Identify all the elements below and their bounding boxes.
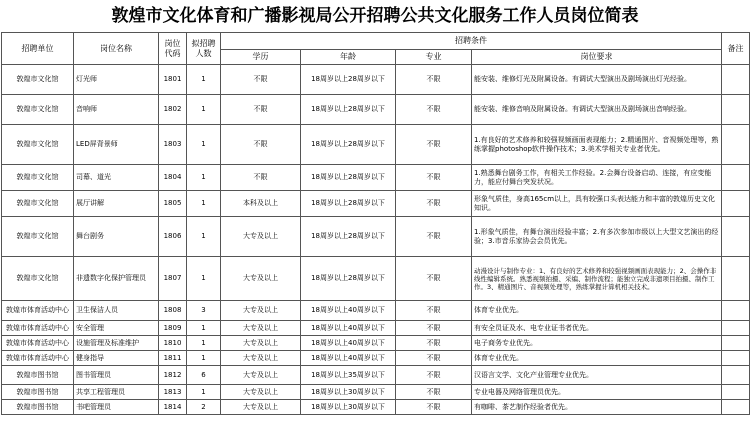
table-cell-position: 健身指导 bbox=[74, 351, 159, 366]
table-cell-note bbox=[722, 217, 750, 257]
table-cell-edu: 本科及以上 bbox=[221, 191, 301, 217]
header-edu: 学历 bbox=[221, 50, 301, 65]
table-cell-code: 1804 bbox=[159, 165, 187, 191]
table-cell-edu: 大专及以上 bbox=[221, 400, 301, 415]
table-cell-edu: 大专及以上 bbox=[221, 257, 301, 301]
table-cell-count: 1 bbox=[187, 217, 221, 257]
table-cell-age: 18周岁以上40周岁以下 bbox=[301, 301, 396, 321]
table-cell-req: 能安装、维修灯光及附属设备。有调试大型演出及剧场演出灯光经验。 bbox=[472, 65, 722, 95]
table-cell-age: 18周岁以上40周岁以下 bbox=[301, 336, 396, 351]
table-cell-position: 卫生保洁人员 bbox=[74, 301, 159, 321]
header-position: 岗位名称 bbox=[74, 33, 159, 65]
table-cell-count: 1 bbox=[187, 385, 221, 400]
table-cell-note bbox=[722, 336, 750, 351]
table-cell-edu: 大专及以上 bbox=[221, 351, 301, 366]
table-cell-code: 1813 bbox=[159, 385, 187, 400]
table-cell-count: 1 bbox=[187, 351, 221, 366]
table-cell-major: 不限 bbox=[396, 257, 472, 301]
table-cell-req: 专业电器及网络管理员优先。 bbox=[472, 385, 722, 400]
table-cell-edu: 不限 bbox=[221, 165, 301, 191]
table-cell-major: 不限 bbox=[396, 366, 472, 385]
table-cell-note bbox=[722, 366, 750, 385]
table-cell-age: 18周岁以上30周岁以下 bbox=[301, 385, 396, 400]
table-cell-age: 18周岁以上35周岁以下 bbox=[301, 366, 396, 385]
table-cell-code: 1801 bbox=[159, 65, 187, 95]
table-cell-position: 舞台剧务 bbox=[74, 217, 159, 257]
table-row bbox=[2, 65, 750, 95]
table-row bbox=[2, 400, 750, 415]
table-cell-major: 不限 bbox=[396, 165, 472, 191]
table-row bbox=[2, 257, 750, 301]
table-row bbox=[2, 191, 750, 217]
table-cell-unit: 敦煌市体育活动中心 bbox=[2, 351, 74, 366]
table-cell-edu: 大专及以上 bbox=[221, 217, 301, 257]
table-cell-major: 不限 bbox=[396, 95, 472, 125]
table-cell-req: 汉语言文学、文化产业管理专业优先。 bbox=[472, 366, 722, 385]
table-cell-edu: 大专及以上 bbox=[221, 301, 301, 321]
table-cell-age: 18周岁以上28周岁以下 bbox=[301, 65, 396, 95]
table-cell-unit: 敦煌市体育活动中心 bbox=[2, 321, 74, 336]
table-cell-count: 2 bbox=[187, 400, 221, 415]
table-cell-count: 6 bbox=[187, 366, 221, 385]
table-cell-position: 设施管理及标准维护 bbox=[74, 336, 159, 351]
table-cell-unit: 敦煌市文化馆 bbox=[2, 191, 74, 217]
table-cell-code: 1812 bbox=[159, 366, 187, 385]
table-cell-age: 18周岁以上28周岁以下 bbox=[301, 125, 396, 165]
header-unit: 招聘单位 bbox=[2, 33, 74, 65]
header-note: 备注 bbox=[722, 33, 750, 65]
table-row bbox=[2, 217, 750, 257]
positions-table bbox=[1, 32, 750, 415]
table-cell-age: 18周岁以上28周岁以下 bbox=[301, 165, 396, 191]
table-cell-edu: 大专及以上 bbox=[221, 366, 301, 385]
table-cell-count: 1 bbox=[187, 65, 221, 95]
table-cell-position: 安全管理 bbox=[74, 321, 159, 336]
table-cell-note bbox=[722, 385, 750, 400]
table-cell-edu: 大专及以上 bbox=[221, 336, 301, 351]
table-cell-position: LED屏背景师 bbox=[74, 125, 159, 165]
table-cell-req: 1.形象气质佳，有舞台演出经验丰富；2.有多次参加市级以上大型文艺演出的经验；3.市音乐家协会会员优先。 bbox=[472, 217, 722, 257]
table-cell-major: 不限 bbox=[396, 125, 472, 165]
table-cell-unit: 敦煌市文化馆 bbox=[2, 95, 74, 125]
table-cell-count: 3 bbox=[187, 301, 221, 321]
table-cell-count: 1 bbox=[187, 321, 221, 336]
table-cell-major: 不限 bbox=[396, 301, 472, 321]
table-row bbox=[2, 165, 750, 191]
table-cell-note bbox=[722, 321, 750, 336]
table-cell-unit: 敦煌市文化馆 bbox=[2, 65, 74, 95]
table-cell-major: 不限 bbox=[396, 336, 472, 351]
table-cell-req: 形象气质佳，身高165cm以上，具有较强口头表达能力和丰富的敦煌历史文化知识。 bbox=[472, 191, 722, 217]
table-cell-major: 不限 bbox=[396, 351, 472, 366]
table-cell-age: 18周岁以上28周岁以下 bbox=[301, 191, 396, 217]
table-cell-major: 不限 bbox=[396, 191, 472, 217]
table-cell-req: 电子商务专业优先。 bbox=[472, 336, 722, 351]
table-row bbox=[2, 366, 750, 385]
table-cell-position: 共享工程管理员 bbox=[74, 385, 159, 400]
table-cell-code: 1806 bbox=[159, 217, 187, 257]
table-cell-unit: 敦煌市图书馆 bbox=[2, 366, 74, 385]
table-cell-unit: 敦煌市体育活动中心 bbox=[2, 336, 74, 351]
table-cell-count: 1 bbox=[187, 191, 221, 217]
table-cell-major: 不限 bbox=[396, 400, 472, 415]
header-code: 岗位代码 bbox=[159, 33, 187, 65]
table-cell-code: 1807 bbox=[159, 257, 187, 301]
table-cell-age: 18周岁以上40周岁以下 bbox=[301, 321, 396, 336]
table-row bbox=[2, 321, 750, 336]
table-row bbox=[2, 125, 750, 165]
table-cell-position: 书吧管理员 bbox=[74, 400, 159, 415]
table-cell-note bbox=[722, 95, 750, 125]
table-cell-major: 不限 bbox=[396, 385, 472, 400]
table-cell-position: 灯光师 bbox=[74, 65, 159, 95]
table-row bbox=[2, 336, 750, 351]
table-cell-count: 1 bbox=[187, 125, 221, 165]
table-cell-note bbox=[722, 65, 750, 95]
table-cell-age: 18周岁以上28周岁以下 bbox=[301, 95, 396, 125]
table-cell-code: 1805 bbox=[159, 191, 187, 217]
table-cell-position: 展厅讲解 bbox=[74, 191, 159, 217]
table-cell-req: 体育专业优先。 bbox=[472, 351, 722, 366]
table-cell-unit: 敦煌市图书馆 bbox=[2, 400, 74, 415]
table-cell-code: 1802 bbox=[159, 95, 187, 125]
table-cell-note bbox=[722, 165, 750, 191]
table-cell-note bbox=[722, 400, 750, 415]
table-cell-note bbox=[722, 301, 750, 321]
table-row bbox=[2, 351, 750, 366]
table-cell-req: 有安全员证及水、电专业证书者优先。 bbox=[472, 321, 722, 336]
table-cell-edu: 不限 bbox=[221, 95, 301, 125]
table-cell-position: 司幕、道光 bbox=[74, 165, 159, 191]
table-cell-major: 不限 bbox=[396, 321, 472, 336]
table-cell-note bbox=[722, 351, 750, 366]
table-cell-code: 1811 bbox=[159, 351, 187, 366]
table-cell-note bbox=[722, 257, 750, 301]
table-cell-count: 1 bbox=[187, 95, 221, 125]
table-cell-req: 动漫设计与制作专业：1、有良好的艺术修养和较强视频画面表现能力；2、会操作非线性编辑系统。熟悉视频拍摄、采编、制作流程；能独立完成非遗项目拍摄、制作工作。3、精通图片、音视频处理等，熟练掌握计算机相关技术。 bbox=[472, 257, 722, 301]
table-cell-req: 能安装、维修音响及附属设备。有调试大型演出及剧场演出音响经验。 bbox=[472, 95, 722, 125]
table-cell-unit: 敦煌市图书馆 bbox=[2, 385, 74, 400]
table-cell-age: 18周岁以上28周岁以下 bbox=[301, 257, 396, 301]
table-cell-major: 不限 bbox=[396, 217, 472, 257]
header-conditions: 招聘条件 bbox=[221, 33, 722, 50]
table-cell-req: 1.有良好的艺术修养和较强视频画面表现能力；2.精通图片、音视频处理等，熟练掌握photoshop软件操作技术；3.美术学相关专业者优先。 bbox=[472, 125, 722, 165]
table-cell-req: 1.熟悉舞台剧务工作，有相关工作经验。2.会舞台设备启动、连接，有应变能力，能应付舞台突发状况。 bbox=[472, 165, 722, 191]
table-cell-age: 18周岁以上28周岁以下 bbox=[301, 217, 396, 257]
table-cell-note bbox=[722, 191, 750, 217]
table-cell-req: 体育专业优先。 bbox=[472, 301, 722, 321]
table-cell-count: 1 bbox=[187, 165, 221, 191]
table-cell-unit: 敦煌市文化馆 bbox=[2, 257, 74, 301]
table-cell-count: 1 bbox=[187, 257, 221, 301]
page-title: 敦煌市文化体育和广播影视局公开招聘公共文化服务工作人员岗位简表 bbox=[111, 6, 639, 26]
table-cell-position: 图书管理员 bbox=[74, 366, 159, 385]
table-cell-unit: 敦煌市文化馆 bbox=[2, 217, 74, 257]
table-cell-age: 18周岁以上30周岁以下 bbox=[301, 400, 396, 415]
table-cell-note bbox=[722, 125, 750, 165]
header-major: 专业 bbox=[396, 50, 472, 65]
table-cell-position: 非遗数字化保护管理员 bbox=[74, 257, 159, 301]
table-cell-count: 1 bbox=[187, 336, 221, 351]
header-count: 拟招聘人数 bbox=[187, 33, 221, 65]
table-cell-edu: 大专及以上 bbox=[221, 321, 301, 336]
table-cell-code: 1809 bbox=[159, 321, 187, 336]
table-row bbox=[2, 95, 750, 125]
table-cell-edu: 大专及以上 bbox=[221, 385, 301, 400]
table-row bbox=[2, 301, 750, 321]
table-row bbox=[2, 385, 750, 400]
table-cell-req: 有咖啡、茶艺制作经验者优先。 bbox=[472, 400, 722, 415]
header-req: 岗位要求 bbox=[472, 50, 722, 65]
table-cell-unit: 敦煌市文化馆 bbox=[2, 165, 74, 191]
table-cell-position: 音响师 bbox=[74, 95, 159, 125]
table-cell-code: 1810 bbox=[159, 336, 187, 351]
table-cell-code: 1803 bbox=[159, 125, 187, 165]
table-cell-edu: 不限 bbox=[221, 125, 301, 165]
header-age: 年龄 bbox=[301, 50, 396, 65]
table-cell-major: 不限 bbox=[396, 65, 472, 95]
table-cell-edu: 不限 bbox=[221, 65, 301, 95]
table-cell-unit: 敦煌市文化馆 bbox=[2, 125, 74, 165]
table-cell-code: 1814 bbox=[159, 400, 187, 415]
table-cell-code: 1808 bbox=[159, 301, 187, 321]
table-cell-unit: 敦煌市体育活动中心 bbox=[2, 301, 74, 321]
table-cell-age: 18周岁以上40周岁以下 bbox=[301, 351, 396, 366]
